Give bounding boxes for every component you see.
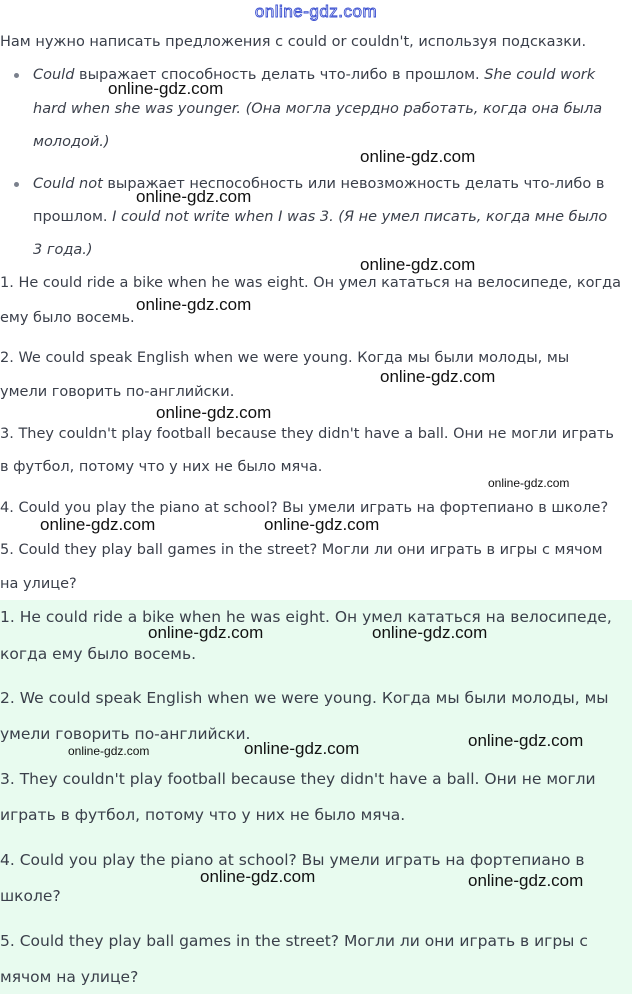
watermark: online-gdz.com <box>68 744 150 758</box>
watermark: online-gdz.com <box>372 623 488 642</box>
boxed-answer-3-line2: играть в футбол, потому что у них не было мяча. <box>0 806 406 824</box>
bullet-text: выражает способность делать что-либо в прошлом. <box>74 67 485 83</box>
watermark: online-gdz.com <box>108 79 224 98</box>
term-could: Could <box>33 67 75 83</box>
answer-1-line1: 1. He could ride a bike when he was eight. Он умел кататься на велосипеде, когда <box>0 275 622 291</box>
site-header-logo[interactable]: online-gdz.com <box>254 2 378 21</box>
bullet-example: She could work <box>484 67 596 83</box>
bullet-couldnot-line1 <box>33 174 604 194</box>
watermark: online-gdz.com <box>40 515 156 534</box>
watermark: online-gdz.com <box>136 187 252 206</box>
watermark: online-gdz.com <box>360 147 476 166</box>
boxed-answer-2-line1: 2. We could speak English when we were young. Когда мы были молоды, мы <box>0 689 609 707</box>
watermark: online-gdz.com <box>488 476 570 490</box>
answer-3-line2: в футбол, потому что у них не было мяча. <box>0 459 323 475</box>
watermark: online-gdz.com <box>468 731 584 750</box>
bullet-could-line2: hard when she was younger. (Она могла усердно работать, когда она была <box>33 101 603 117</box>
answer-5-line1: 5. Could they play ball games in the street? Могли ли они играть в игры с мячом <box>0 542 603 558</box>
watermark: online-gdz.com <box>468 871 584 890</box>
boxed-answer-1-line1: 1. He could ride a bike when he was eight. Он умел кататься на велосипеде, <box>0 608 612 626</box>
intro-text: Нам нужно написать предложения с could or couldn't, используя подсказки. <box>0 34 587 50</box>
watermark: online-gdz.com <box>148 623 264 642</box>
bullet-could-line3: молодой.) <box>33 134 110 150</box>
bullet-text: прошлом. <box>33 209 113 225</box>
boxed-answer-1-line2: когда ему было восемь. <box>0 645 197 663</box>
watermark: online-gdz.com <box>380 367 496 386</box>
boxed-answer-3-line1: 3. They couldn't play football because they didn't have a ball. Они не могли <box>0 770 596 788</box>
boxed-answer-5-line1: 5. Could they play ball games in the street? Могли ли они играть в игры с <box>0 932 588 950</box>
boxed-answer-4-line1: 4. Could you play the piano at school? Вы умели играть на фортепиано в <box>0 851 585 869</box>
watermark: online-gdz.com <box>244 739 360 758</box>
bullet-text: выражает неспособность или невозможность делать что-либо в <box>102 176 605 192</box>
answer-box <box>0 600 632 994</box>
answer-2-line1: 2. We could speak English when we were young. Когда мы были молоды, мы <box>0 350 570 366</box>
boxed-answer-2-line2: умели говорить по-английски. <box>0 725 251 743</box>
boxed-answer-4-line2: школе? <box>0 887 61 905</box>
answer-5-line2: на улице? <box>0 576 77 592</box>
bullet-couldnot-line3: 3 года.) <box>33 242 93 258</box>
bullet-dot-icon <box>14 182 19 187</box>
bullet-example: I could not write when I was 3. (Я не умел писать, когда мне было <box>112 209 608 225</box>
bullet-couldnot-line2 <box>33 207 607 227</box>
answer-3-line1: 3. They couldn't play football because they didn't have a ball. Они не могли играть <box>0 426 614 442</box>
watermark: online-gdz.com <box>264 515 380 534</box>
term-could-not: Could not <box>33 176 103 192</box>
answer-2-line2: умели говорить по-английски. <box>0 384 235 400</box>
watermark: online-gdz.com <box>136 295 252 314</box>
watermark: online-gdz.com <box>156 403 272 422</box>
boxed-answer-5-line2: мячом на улице? <box>0 968 139 986</box>
watermark: online-gdz.com <box>360 255 476 274</box>
bullet-dot-icon <box>14 73 19 78</box>
answer-1-line2: ему было восемь. <box>0 310 135 326</box>
watermark: online-gdz.com <box>200 867 316 886</box>
answer-4-line1: 4. Could you play the piano at school? Вы умели играть на фортепиано в школе? <box>0 500 609 516</box>
